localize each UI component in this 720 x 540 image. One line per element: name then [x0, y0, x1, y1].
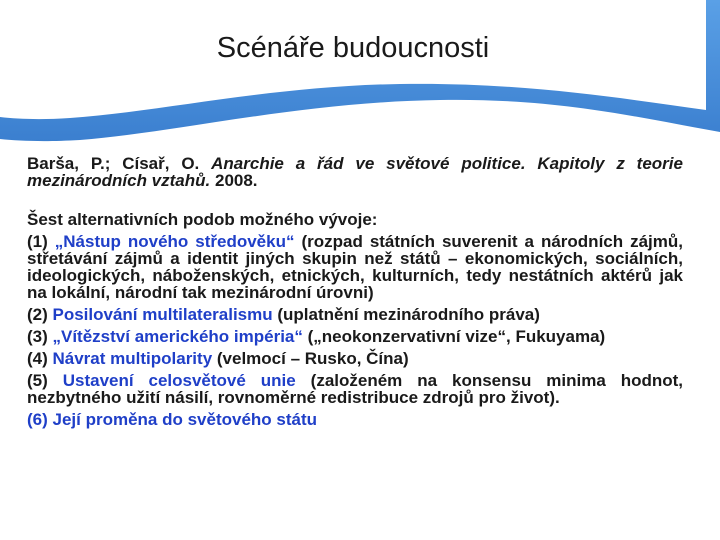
scenario-name: „Vítězství amerického impéria“ [52, 327, 303, 346]
header-wave-background [0, 0, 720, 150]
intro-line: Šest alternativních podob možného vývoje: [27, 210, 378, 229]
scenario-description: (uplatnění mezinárodního práva) [272, 305, 540, 324]
reference-authors: Barša, P.; Císař, O. [27, 154, 200, 173]
slide-body [27, 155, 683, 428]
scenario-description: (založeném na konsensu minima hodnot, nezbytného užití násilí, rovnoměrné redistribuce zdrojů pro život). [27, 371, 684, 407]
scenario-description: („neokonzervativní vize“, Fukuyama) [302, 327, 606, 346]
scenario-name: Návrat multipolarity [52, 349, 213, 368]
scenario-item: (4) Návrat multipolarity (velmocí – Rusko, Čína) [27, 349, 409, 368]
scenario-item: (5) Ustavení celosvětové unie (založeném na konsensu minima hodnot, nezbytného užití násilí, rovnoměrné redistribuce zdrojů pro život). [27, 371, 684, 407]
scenario-item: (1) „Nástup nového středověku“ (rozpad státních suverenit a národních zájmů, střetávání zájmů a identit jiných skupin než států – ekonomických, sociálních, ideologických, náboženských, etnických, kulturních, tedy nestátních aktérů jak na lokální, národní tak mezinárodní úrovni) [27, 232, 684, 302]
scenario-description: (velmocí – Rusko, Čína) [212, 349, 409, 368]
slide-title: Scénáře budoucnosti [216, 32, 490, 64]
scenario-name: Ustavení celosvětové unie [62, 371, 296, 390]
reference-year: 2008. [214, 171, 258, 190]
scenario-description: (rozpad státních suverenit a národních zájmů, střetávání zájmů a identit jiných skupin než států – ekonomických, sociálních, ideologických, náboženských, etnických, kulturních, tedy nestátních aktérů jak na lokální, národní tak mezinárodní úrovni) [27, 232, 684, 302]
slide-header [0, 0, 720, 150]
scenario-name: Její proměna do světového státu [52, 410, 318, 429]
scenario-name: Posilování multilateralismu [52, 305, 273, 324]
reference-citation [27, 155, 683, 189]
scenario-item: (3) „Vítězství amerického impéria“ („neokonzervativní vize“, Fukuyama) [27, 327, 606, 346]
scenario-item: (6) Její proměna do světového státu [27, 410, 318, 429]
scenario-item: (2) Posilování multilateralismu (uplatnění mezinárodního práva) [27, 305, 540, 324]
scenario-name: „Nástup nového středověku“ [54, 232, 295, 251]
reference-book-title: Anarchie a řád ve světové politice. Kapitoly z teorie mezinárodních vztahů. [27, 154, 683, 190]
